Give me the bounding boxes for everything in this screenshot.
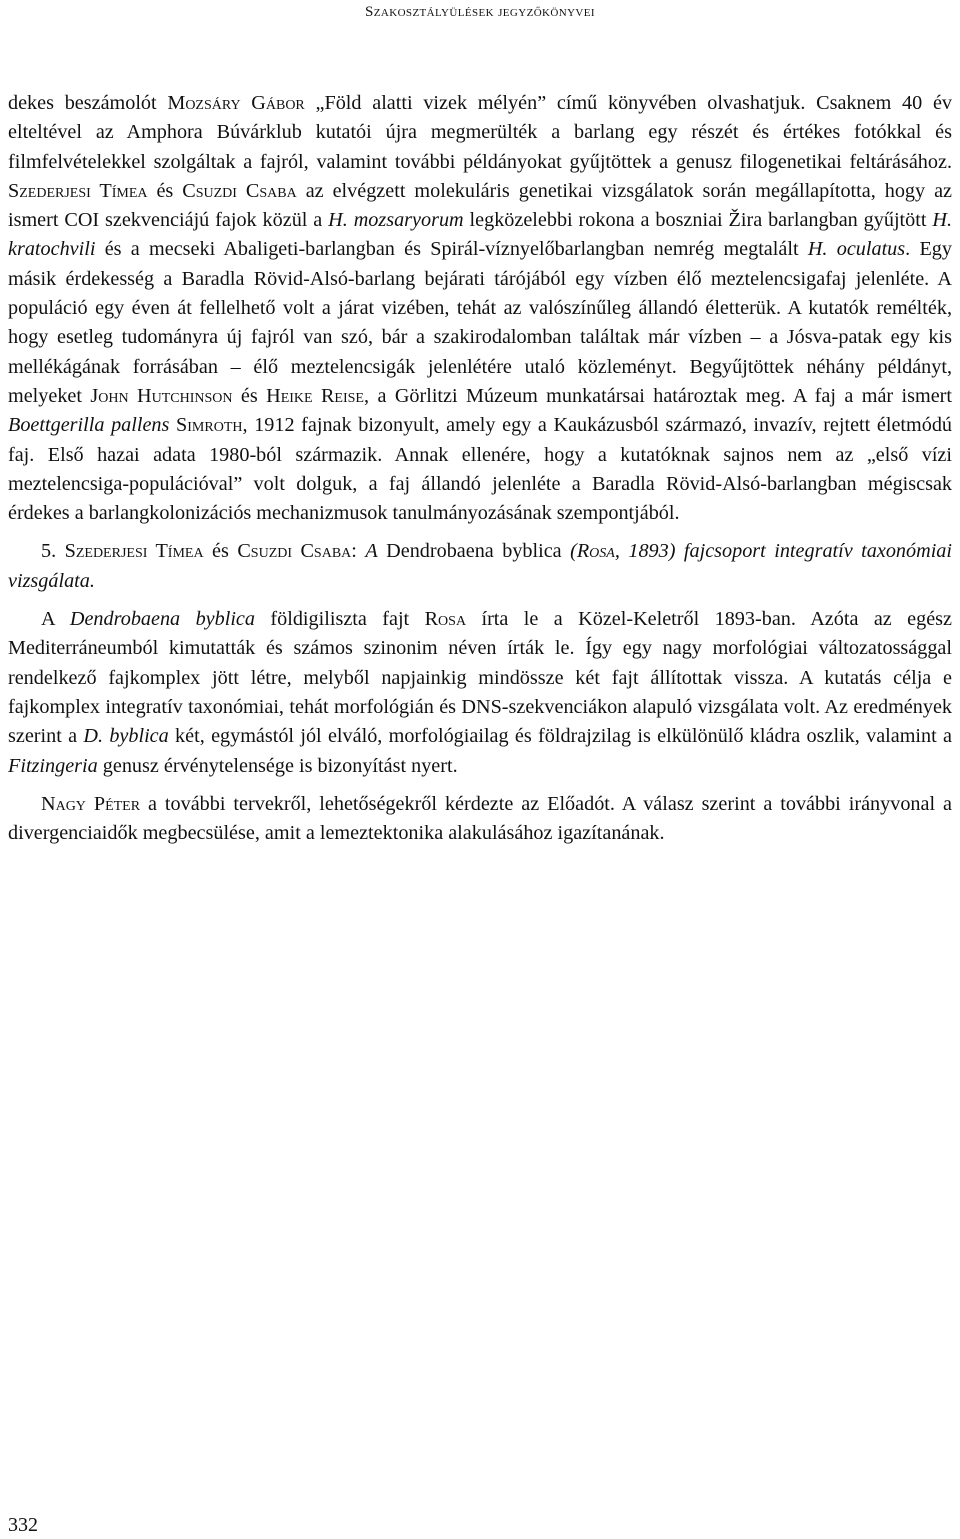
paragraph-continuation	[8, 89, 952, 528]
text-run: Csuzdi Csaba	[237, 540, 352, 563]
text-run: Rosa	[424, 608, 467, 631]
text-run: , a Görlitzi Múzeum munkatársai határoztak meg. A faj a már ismert	[364, 384, 952, 407]
text-run: Rosa	[576, 540, 615, 563]
text-run: H. mozsaryorum	[328, 209, 464, 232]
text-run: Dendrobaena byblica	[69, 608, 255, 631]
paragraph-talk-5-abstract	[8, 605, 952, 781]
text-run: két, egymástól jól elváló, morfológiailag és földrajzilag is elkülönülő kládra oszlik, valamint a	[168, 725, 953, 748]
running-head	[0, 4, 960, 21]
body-text	[8, 89, 952, 848]
text-run: dekes beszámolót	[8, 92, 168, 114]
paragraph-discussion	[8, 790, 952, 849]
text-run: H. oculatus	[807, 238, 906, 261]
text-run: az elvégzett molekuláris genetikai vizsgálatok során megállapította, hogy az ismert COI szekvenciájú fajok közül a	[8, 179, 952, 232]
text-run: . Egy másik érdekesség a Baradla Rövid-Alsó-barlang bejárati tárójából egy vízben élő meztelencsigafaj jelenléte. A populáció egy éven át fellelhető volt a járat vizében, tehát az valószínűleg állandó életterük. A kutatók remélték, hogy esetleg tudományra új fajról van szó, bár a szakirodalomban találtak már vízben – a Jósva-patak egy kis mellékágának forrásában – élő meztelencsigák jelenlétére utaló közleményt. Begyűjtöttek néhány példányt, melyeket	[8, 238, 952, 407]
text-run: földigiliszta fajt	[255, 608, 425, 631]
text-run: írta le a Közel-Keletről 1893-ban. Azóta az egész Mediterráneumból kimutatták és számos szinonim néven írták le. Így egy nagy morfológiai változatossággal rendelkező fajkomplex jött létre, melyből napjainkig mindössze két fajt állítottak vissza. A kutatás célja e fajkomplex integratív taxonómiai, tehát morfológián és DNS-szekvenciákon alapuló vizsgálata volt. Az eredmények szerint a	[8, 608, 952, 748]
text-run: és	[203, 540, 238, 563]
text-run: , 1912 fajnak bizonyult, amely egy a Kaukázusból származó, invazív, rejtett életmódú faj. Első hazai adata 1980-ból származik. Annak ellenére, hogy a kutatóknak sajnos nem az „első vízi meztelencsiga-populációval” volt dolguk, a faj állandó jelenléte a Baradla Rövid-Alsó-barlangban mégiscsak érdekes a barlangkolonizációs mechanizmusok tanulmányozásának szempontjából.	[8, 414, 953, 525]
text-run: , 1893) fajcsoport integratív taxonómiai vizsgálata.	[8, 540, 953, 592]
text-run: Boettgerilla pallens	[8, 414, 170, 437]
text-run: A	[41, 608, 70, 631]
text-run: Szederjesi Tímea	[8, 179, 148, 202]
text-run: (	[570, 540, 577, 563]
text-run: Csuzdi Csaba	[182, 179, 297, 202]
text-run: D. byblica	[83, 725, 169, 748]
text-run: és a mecseki Abaligeti-barlangban és Spirál-víznyelőbarlangban nemrég megtalált	[95, 238, 808, 261]
text-run: Nagy Péter	[41, 792, 141, 815]
text-run: és	[147, 179, 183, 202]
text-run: „Föld alatti vizek mélyén” című könyvében olvashatjuk. Csaknem 40 év elteltével az Amphora Búvárklub kutatói újra megmerülték a barlang egy részét és értékes fotókkal és filmfelvételekkel szolgáltak a fajról, valamint további példányokat gyűjtöttek a genusz filogenetikai feltárásához.	[8, 92, 952, 173]
text-run: 5.	[41, 540, 65, 563]
text-run: :	[351, 540, 366, 563]
text-run: a további tervekről, lehetőségekről kérdezte az Előadót. A válasz szerint a további irányvonal a divergenciaidők megbecsülése, amit a lemeztektonika alakulásához igazítanának.	[8, 792, 952, 845]
text-run: Dendrobaena byblica	[377, 540, 571, 563]
text-run: H. kratochvili	[8, 209, 953, 261]
text-run: Mozsáry Gábor	[167, 92, 305, 114]
text-run: Fitzingeria	[8, 754, 98, 777]
text-run: Szederjesi Tímea	[64, 540, 204, 563]
page-number: 332	[8, 1514, 38, 1536]
running-head-text: Szakosztályülések jegyzőkönyvei	[365, 4, 595, 20]
text-run: és	[232, 384, 267, 407]
text-run: A	[365, 540, 378, 563]
text-run: Simroth	[176, 414, 243, 437]
paragraph-talk-5-title	[8, 537, 952, 596]
text-run: genusz érvénytelensége is bizonyítást nyert.	[97, 754, 458, 777]
text-run: John Hutchinson	[90, 384, 233, 407]
text-run: Heike Reise	[266, 384, 364, 407]
text-run: legközelebbi rokona a boszniai Žira barlangban gyűjtött	[463, 209, 933, 232]
